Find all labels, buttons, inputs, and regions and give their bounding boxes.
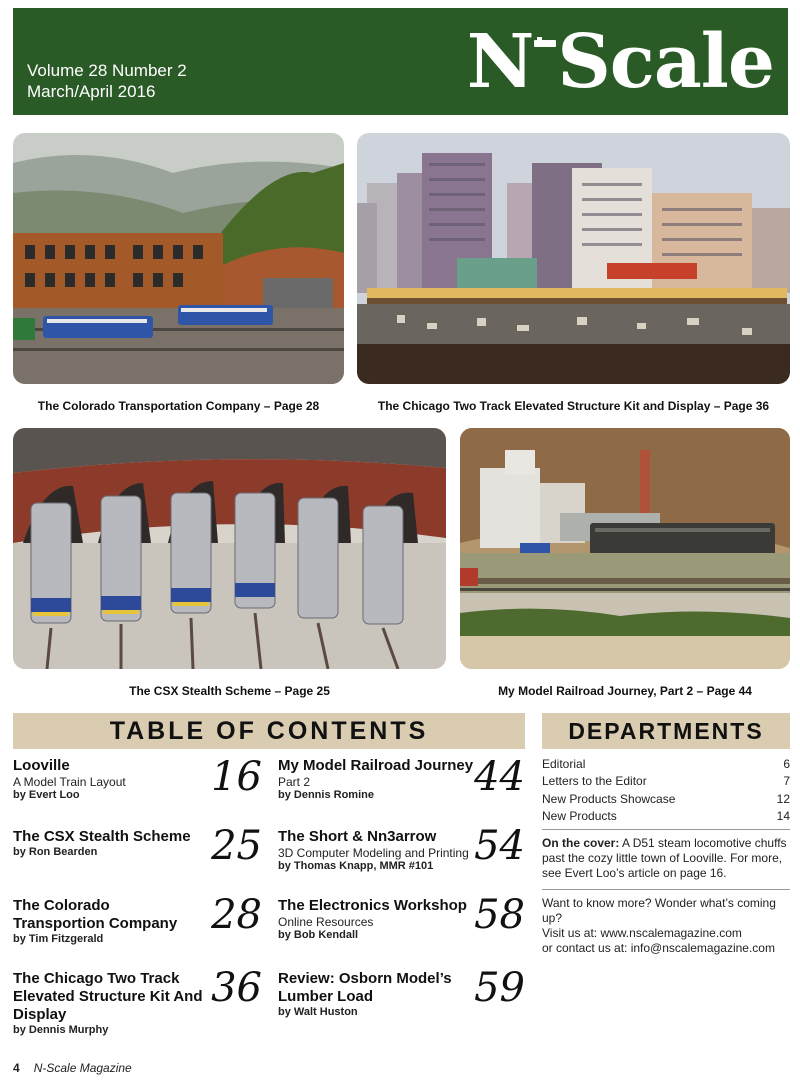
locomotive-icon <box>534 40 556 47</box>
toc-entry[interactable] <box>278 757 483 802</box>
department-item[interactable] <box>542 807 790 825</box>
cover-description <box>542 836 790 881</box>
folio-magazine-name: N-Scale Magazine <box>33 1061 132 1075</box>
toc-entry[interactable] <box>13 970 203 1037</box>
entry-page-number: 25 <box>211 823 262 869</box>
divider <box>542 829 790 830</box>
entry-title: My Model Railroad Journey <box>278 757 474 774</box>
entry-author: by Dennis Romine <box>278 789 374 801</box>
folio-page-number: 4 <box>13 1061 20 1075</box>
cover-label: On the cover: <box>542 836 620 850</box>
email-link[interactable]: or contact us at: info@nscalemagazine.com <box>542 941 775 955</box>
department-item[interactable] <box>542 772 790 790</box>
department-item[interactable] <box>542 790 790 808</box>
entry-page-number: 59 <box>474 965 525 1011</box>
issue-info <box>27 60 187 102</box>
logo-scale: Scale <box>557 19 774 105</box>
toc-entry[interactable] <box>278 970 473 1019</box>
entry-title: Looville <box>13 757 70 774</box>
photo-caption: The Colorado Transportation Company – Page 28 <box>37 399 320 413</box>
photo-model-railroad-journey <box>460 428 790 669</box>
entry-title: The Chicago Two Track Elevated Structure Kit And Display <box>13 970 203 1023</box>
entry-subtitle: 3D Computer Modeling and Printing <box>278 846 469 860</box>
toc-entry[interactable] <box>13 897 203 946</box>
toc-entry[interactable] <box>13 757 213 802</box>
issue-date: March/April 2016 <box>27 82 156 101</box>
entry-author: by Ron Bearden <box>13 846 98 858</box>
more-question: Want to know more? Wonder what’s coming up? <box>542 896 776 925</box>
entry-title: The Colorado Transportion Company <box>13 897 178 932</box>
toc-entry[interactable] <box>13 828 213 859</box>
entry-title: Review: Osborn Model’s Lumber Load <box>278 970 452 1005</box>
department-label: New Products Showcase <box>542 792 676 806</box>
divider <box>542 889 790 890</box>
entry-title: The Electronics Workshop <box>278 897 467 914</box>
department-label: New Products <box>542 809 617 823</box>
photo-caption: The CSX Stealth Scheme – Page 25 <box>129 684 330 698</box>
entry-title: The CSX Stealth Scheme <box>13 828 191 845</box>
entry-author: by Dennis Murphy <box>13 1024 109 1036</box>
photo-caption: My Model Railroad Journey, Part 2 – Page 44 <box>498 684 752 698</box>
entry-title: The Short & Nn3arrow <box>278 828 437 845</box>
department-label: Editorial <box>542 757 586 771</box>
department-label: Letters to the Editor <box>542 774 647 788</box>
department-item[interactable] <box>542 755 790 773</box>
website-link[interactable]: Visit us at: www.nscalemagazine.com <box>542 926 742 940</box>
entry-subtitle: A Model Train Layout <box>13 775 126 789</box>
contact-info <box>542 896 792 956</box>
entry-page-number: 28 <box>211 892 262 938</box>
magazine-logo <box>467 18 774 106</box>
entry-author: by Walt Huston <box>278 1006 358 1018</box>
department-page: 12 <box>776 792 790 806</box>
entry-page-number: 54 <box>474 823 525 869</box>
toc-entry[interactable] <box>278 897 483 942</box>
entry-page-number: 44 <box>474 754 525 800</box>
entry-page-number: 58 <box>474 892 525 938</box>
entry-page-number: 16 <box>211 754 262 800</box>
department-page: 7 <box>783 774 790 788</box>
photo-csx-stealth <box>13 428 446 669</box>
department-page: 6 <box>783 757 790 771</box>
masthead <box>13 8 788 115</box>
toc-heading: TABLE OF CONTENTS <box>13 713 525 749</box>
entry-page-number: 36 <box>211 965 262 1011</box>
entry-author: by Thomas Knapp, MMR #101 <box>278 860 434 872</box>
volume-number: Volume 28 Number 2 <box>27 61 187 80</box>
cover-text: A D51 steam locomotive chuffs past the cozy little town of Looville. For more, see Evert Loo’s article on page 16. <box>542 836 787 880</box>
toc-entry[interactable] <box>278 828 483 873</box>
department-page: 14 <box>776 809 790 823</box>
page-footer <box>13 1061 132 1075</box>
logo-n: N <box>466 19 534 105</box>
entry-subtitle: Online Resources <box>278 915 374 929</box>
entry-author: by Bob Kendall <box>278 929 359 941</box>
entry-author: by Tim Fitzgerald <box>13 933 104 945</box>
photo-colorado-layout <box>13 133 344 384</box>
entry-subtitle: Part 2 <box>278 775 311 789</box>
departments-heading: DEPARTMENTS <box>542 713 790 749</box>
entry-author: by Evert Loo <box>13 789 80 801</box>
photo-caption: The Chicago Two Track Elevated Structure Kit and Display – Page 36 <box>377 399 770 413</box>
photo-chicago-elevated <box>357 133 790 384</box>
